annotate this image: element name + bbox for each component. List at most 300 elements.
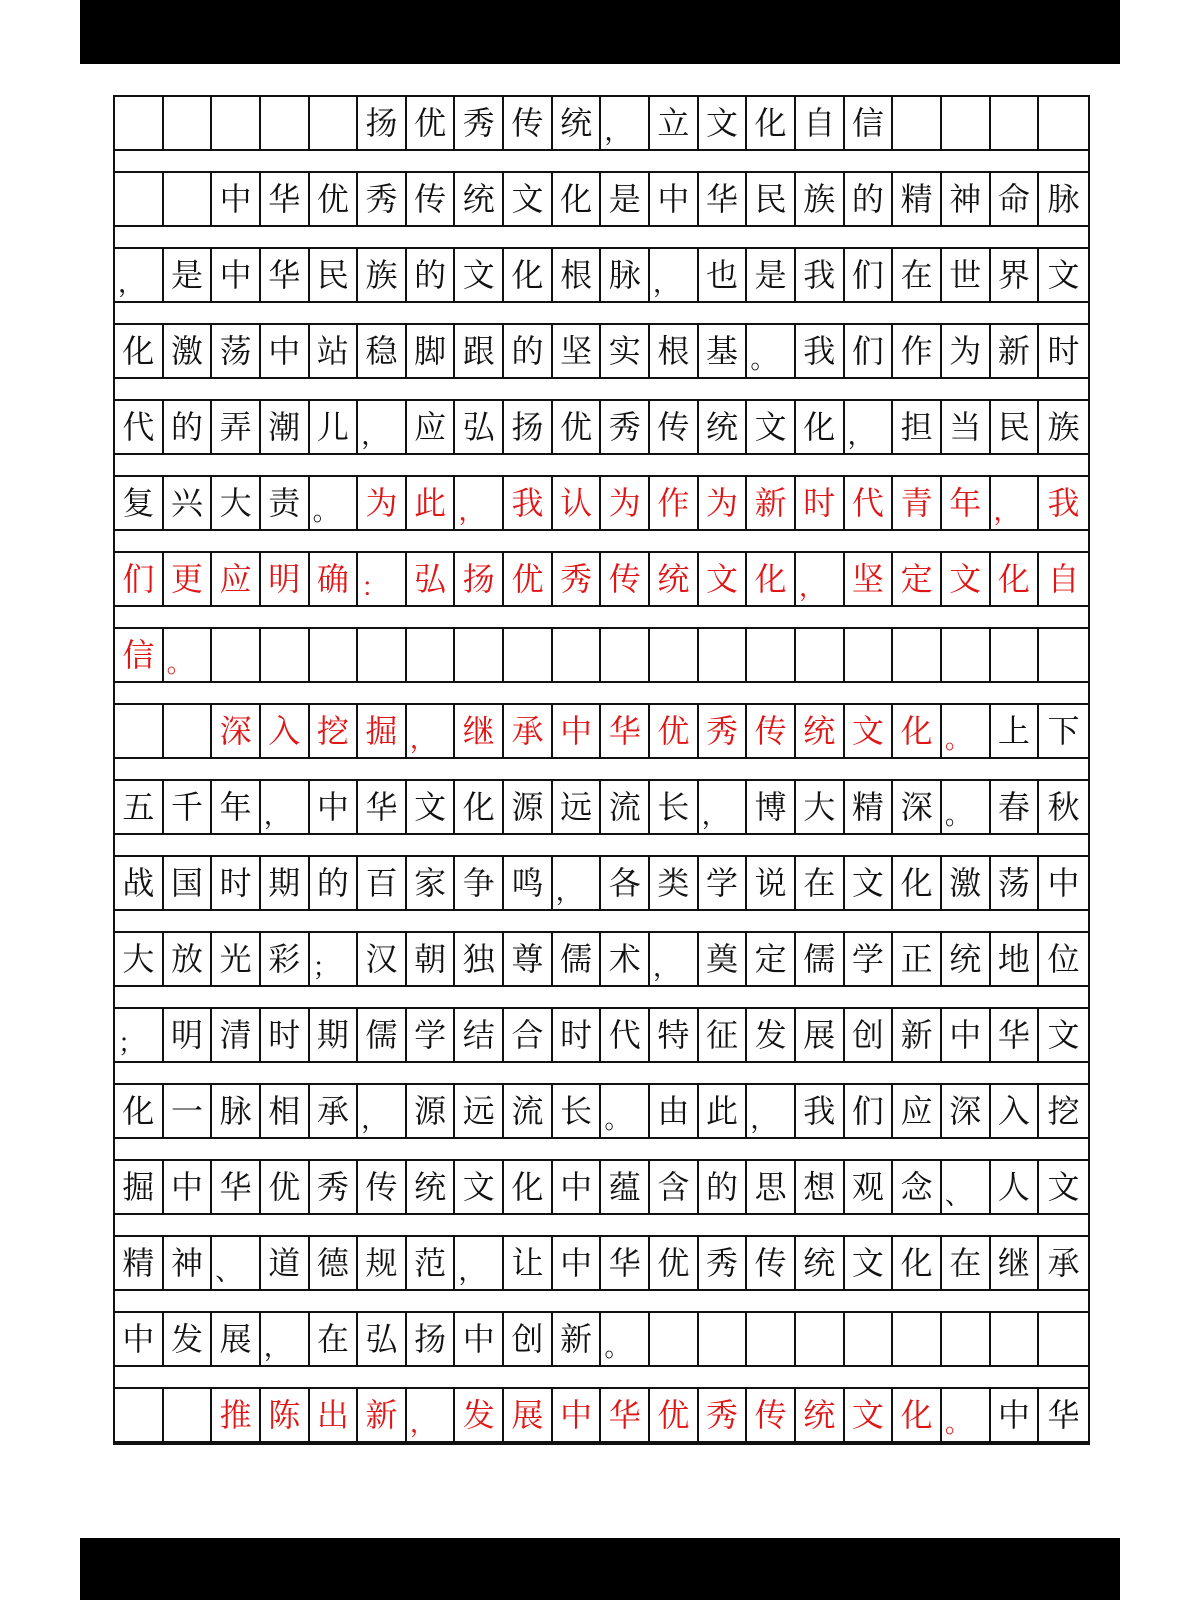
essay-char: 中 — [991, 1387, 1040, 1443]
essay-char: 传 — [747, 1235, 796, 1291]
empty-cell — [845, 1311, 894, 1367]
essay-char: 儒 — [358, 1007, 407, 1063]
essay-char: 弘 — [358, 1311, 407, 1367]
essay-char: 民 — [991, 399, 1040, 455]
essay-char: 世 — [942, 247, 991, 303]
essay-char: 放 — [164, 931, 213, 987]
essay-char: 尊 — [504, 931, 553, 987]
highlighted-char: 确 — [310, 551, 359, 607]
highlighted-char: 年 — [942, 475, 991, 531]
highlighted-char: 坚 — [845, 551, 894, 607]
essay-char: 让 — [504, 1235, 553, 1291]
empty-cell — [699, 1311, 748, 1367]
essay-char: 深 — [893, 779, 942, 835]
highlighted-char: 传 — [601, 551, 650, 607]
essay-char: 学 — [699, 855, 748, 911]
essay-char: 荡 — [212, 323, 261, 379]
essay-char: 流 — [504, 1083, 553, 1139]
essay-char: ， — [553, 855, 602, 911]
essay-char: 时 — [553, 1007, 602, 1063]
essay-char: 儒 — [796, 931, 845, 987]
title-char: 优 — [407, 95, 456, 151]
grid-row — [115, 399, 1088, 455]
title-char: 立 — [650, 95, 699, 151]
essay-char: 作 — [893, 323, 942, 379]
essay-char: 清 — [212, 1007, 261, 1063]
essay-char: 深 — [942, 1083, 991, 1139]
highlighted-char: 为 — [358, 475, 407, 531]
title-char: 化 — [747, 95, 796, 151]
essay-char: ； — [310, 931, 359, 987]
empty-cell — [650, 627, 699, 683]
essay-char: 神 — [164, 1235, 213, 1291]
essay-char: 长 — [553, 1083, 602, 1139]
empty-cell — [747, 627, 796, 683]
essay-char: 源 — [407, 1083, 456, 1139]
essay-char: 弘 — [455, 399, 504, 455]
essay-char: 。 — [747, 323, 796, 379]
empty-cell — [115, 703, 164, 759]
essay-char: 大 — [115, 931, 164, 987]
essay-char: 规 — [358, 1235, 407, 1291]
essay-char: 优 — [261, 1159, 310, 1215]
essay-char: 优 — [553, 399, 602, 455]
essay-char: 在 — [796, 855, 845, 911]
highlighted-char: 挖 — [310, 703, 359, 759]
highlighted-char: 秀 — [699, 703, 748, 759]
essay-char: 稳 — [358, 323, 407, 379]
empty-cell — [164, 171, 213, 227]
essay-char: 是 — [747, 247, 796, 303]
essay-char: 新 — [893, 1007, 942, 1063]
essay-char: 家 — [407, 855, 456, 911]
essay-char: 中 — [650, 171, 699, 227]
highlighted-char: 优 — [504, 551, 553, 607]
essay-char: 鸣 — [504, 855, 553, 911]
essay-char: 合 — [504, 1007, 553, 1063]
essay-char: 远 — [553, 779, 602, 835]
essay-char: 脚 — [407, 323, 456, 379]
essay-char: 想 — [796, 1159, 845, 1215]
essay-char: 秀 — [699, 1235, 748, 1291]
essay-char: 华 — [1039, 1387, 1088, 1443]
title-char: 自 — [796, 95, 845, 151]
highlighted-char: 秀 — [553, 551, 602, 607]
grid-row — [115, 627, 1088, 683]
essay-char: 博 — [747, 779, 796, 835]
essay-char: 定 — [747, 931, 796, 987]
highlighted-char: 深 — [212, 703, 261, 759]
essay-char: 挖 — [1039, 1083, 1088, 1139]
essay-char: 秀 — [601, 399, 650, 455]
essay-char: ， — [650, 931, 699, 987]
grid-row — [115, 703, 1088, 759]
grid-row — [115, 1083, 1088, 1139]
empty-cell — [164, 703, 213, 759]
essay-char: 由 — [650, 1083, 699, 1139]
highlighted-char: 承 — [504, 703, 553, 759]
essay-char: 明 — [164, 1007, 213, 1063]
empty-cell — [164, 1387, 213, 1443]
essay-char: 华 — [699, 171, 748, 227]
essay-char: 时 — [261, 1007, 310, 1063]
essay-char: 展 — [796, 1007, 845, 1063]
essay-char: 时 — [1039, 323, 1088, 379]
highlighted-char: 中 — [553, 703, 602, 759]
title-char: ， — [601, 95, 650, 151]
essay-char: 优 — [310, 171, 359, 227]
essay-char: 化 — [893, 855, 942, 911]
grid-row — [115, 1311, 1088, 1367]
essay-char: 是 — [164, 247, 213, 303]
essay-char: 责 — [261, 475, 310, 531]
essay-char: 文 — [1039, 247, 1088, 303]
essay-char: 根 — [553, 247, 602, 303]
essay-char: 新 — [553, 1311, 602, 1367]
essay-char: 传 — [358, 1159, 407, 1215]
highlighted-char: 展 — [504, 1387, 553, 1443]
empty-cell — [991, 95, 1040, 151]
essay-char: ， — [699, 779, 748, 835]
highlighted-char: 更 — [164, 551, 213, 607]
highlighted-char: 我 — [504, 475, 553, 531]
essay-char: 掘 — [115, 1159, 164, 1215]
essay-char: 期 — [310, 1007, 359, 1063]
empty-cell — [796, 1311, 845, 1367]
title-char: 扬 — [358, 95, 407, 151]
essay-char: 长 — [650, 779, 699, 835]
essay-char: 入 — [991, 1083, 1040, 1139]
essay-char: 上 — [991, 703, 1040, 759]
essay-char: 统 — [942, 931, 991, 987]
title-char: 文 — [699, 95, 748, 151]
essay-char: 化 — [504, 1159, 553, 1215]
highlighted-char: 作 — [650, 475, 699, 531]
essay-char: 。 — [942, 779, 991, 835]
essay-char: 传 — [650, 399, 699, 455]
empty-cell — [601, 627, 650, 683]
highlighted-char: 自 — [1039, 551, 1088, 607]
essay-char: 相 — [261, 1083, 310, 1139]
empty-cell — [1039, 95, 1088, 151]
highlighted-char: 新 — [358, 1387, 407, 1443]
essay-char: 朝 — [407, 931, 456, 987]
essay-char: 化 — [504, 247, 553, 303]
highlighted-char: 为 — [601, 475, 650, 531]
essay-char: 代 — [115, 399, 164, 455]
essay-char: 激 — [164, 323, 213, 379]
highlighted-char: 中 — [553, 1387, 602, 1443]
essay-char: 我 — [796, 1083, 845, 1139]
essay-char: 秀 — [310, 1159, 359, 1215]
highlighted-char: 华 — [601, 703, 650, 759]
essay-char: 位 — [1039, 931, 1088, 987]
essay-char: 精 — [893, 171, 942, 227]
essay-char: 彩 — [261, 931, 310, 987]
essay-char: 的 — [310, 855, 359, 911]
empty-cell — [504, 627, 553, 683]
essay-char: 创 — [845, 1007, 894, 1063]
essay-char: 文 — [407, 779, 456, 835]
essay-char: 文 — [504, 171, 553, 227]
essay-char: 展 — [212, 1311, 261, 1367]
essay-char: 我 — [796, 323, 845, 379]
essay-char: 们 — [845, 247, 894, 303]
empty-cell — [845, 627, 894, 683]
empty-cell — [1039, 1311, 1088, 1367]
essay-char: 正 — [893, 931, 942, 987]
essay-char: 化 — [553, 171, 602, 227]
essay-char: 代 — [601, 1007, 650, 1063]
highlighted-char: 入 — [261, 703, 310, 759]
essay-char: 德 — [310, 1235, 359, 1291]
essay-char: 承 — [310, 1083, 359, 1139]
empty-cell — [942, 1311, 991, 1367]
essay-char: 承 — [1039, 1235, 1088, 1291]
essay-char: 含 — [650, 1159, 699, 1215]
essay-char: 化 — [115, 1083, 164, 1139]
essay-char: 中 — [553, 1159, 602, 1215]
essay-char: 族 — [358, 247, 407, 303]
top-black-bar — [80, 0, 1120, 64]
highlighted-char: 文 — [942, 551, 991, 607]
highlighted-char: 信 — [115, 627, 164, 683]
empty-cell — [358, 627, 407, 683]
empty-cell — [164, 95, 213, 151]
highlighted-char: 传 — [747, 703, 796, 759]
essay-char: 华 — [601, 1235, 650, 1291]
essay-char: ， — [358, 1083, 407, 1139]
essay-char: 文 — [1039, 1159, 1088, 1215]
empty-cell — [212, 627, 261, 683]
empty-cell — [115, 171, 164, 227]
essay-char: 说 — [747, 855, 796, 911]
essay-char: 术 — [601, 931, 650, 987]
highlighted-char: 化 — [893, 703, 942, 759]
essay-char: 中 — [310, 779, 359, 835]
essay-char: ； — [115, 1007, 164, 1063]
essay-char: 征 — [699, 1007, 748, 1063]
essay-char: 百 — [358, 855, 407, 911]
essay-char: 特 — [650, 1007, 699, 1063]
highlighted-char: 扬 — [455, 551, 504, 607]
essay-char: 学 — [407, 1007, 456, 1063]
empty-cell — [796, 627, 845, 683]
highlighted-char: 。 — [942, 703, 991, 759]
essay-char: 、 — [212, 1235, 261, 1291]
title-row — [115, 95, 1088, 151]
highlighted-char: 定 — [893, 551, 942, 607]
essay-char: 统 — [796, 1235, 845, 1291]
essay-char: 华 — [358, 779, 407, 835]
essay-char: 精 — [115, 1235, 164, 1291]
essay-char: ， — [115, 247, 164, 303]
essay-char: 范 — [407, 1235, 456, 1291]
essay-char: 担 — [893, 399, 942, 455]
essay-char: 们 — [845, 1083, 894, 1139]
highlighted-char: 优 — [650, 703, 699, 759]
essay-char: 是 — [601, 171, 650, 227]
essay-char: 发 — [747, 1007, 796, 1063]
essay-char: 们 — [845, 323, 894, 379]
title-char: 传 — [504, 95, 553, 151]
grid-row — [115, 779, 1088, 835]
essay-char: 的 — [699, 1159, 748, 1215]
essay-char: 人 — [991, 1159, 1040, 1215]
essay-char: 复 — [115, 475, 164, 531]
highlighted-char: 发 — [455, 1387, 504, 1443]
highlighted-char: 秀 — [699, 1387, 748, 1443]
essay-char: 界 — [991, 247, 1040, 303]
essay-char: 中 — [553, 1235, 602, 1291]
essay-char: 儒 — [553, 931, 602, 987]
essay-char: ， — [845, 399, 894, 455]
highlighted-char: 化 — [747, 551, 796, 607]
essay-char: 地 — [991, 931, 1040, 987]
essay-char: 华 — [261, 247, 310, 303]
essay-char: 。 — [601, 1083, 650, 1139]
essay-char: 中 — [261, 323, 310, 379]
highlighted-char: 文 — [845, 703, 894, 759]
essay-char: 中 — [1039, 855, 1088, 911]
highlighted-char: 继 — [455, 703, 504, 759]
essay-char: 化 — [455, 779, 504, 835]
essay-char: 中 — [164, 1159, 213, 1215]
essay-char: 战 — [115, 855, 164, 911]
grid-row — [115, 855, 1088, 911]
essay-char: 奠 — [699, 931, 748, 987]
essay-char: 我 — [796, 247, 845, 303]
essay-char: 应 — [407, 399, 456, 455]
highlighted-char: 出 — [310, 1387, 359, 1443]
highlighted-char: 掘 — [358, 703, 407, 759]
title-char: 统 — [553, 95, 602, 151]
essay-char: 中 — [212, 171, 261, 227]
empty-cell — [893, 95, 942, 151]
highlighted-char: 传 — [747, 1387, 796, 1443]
essay-char: 民 — [747, 171, 796, 227]
highlighted-char: 应 — [212, 551, 261, 607]
highlighted-char: 统 — [650, 551, 699, 607]
essay-char: 基 — [699, 323, 748, 379]
essay-char: 荡 — [991, 855, 1040, 911]
highlighted-char: 陈 — [261, 1387, 310, 1443]
essay-char: 年 — [212, 779, 261, 835]
grid-row — [115, 1007, 1088, 1063]
highlighted-char: 为 — [699, 475, 748, 531]
essay-char: 创 — [504, 1311, 553, 1367]
grid-row — [115, 171, 1088, 227]
essay-char: ， — [747, 1083, 796, 1139]
empty-cell — [893, 627, 942, 683]
essay-char: 站 — [310, 323, 359, 379]
grid-row — [115, 247, 1088, 303]
essay-char: 跟 — [455, 323, 504, 379]
essay-char: 道 — [261, 1235, 310, 1291]
grid-row — [115, 1159, 1088, 1215]
highlighted-char: 推 — [212, 1387, 261, 1443]
highlighted-char: 统 — [796, 703, 845, 759]
essay-char: 文 — [455, 1159, 504, 1215]
essay-char: 神 — [942, 171, 991, 227]
empty-cell — [991, 1311, 1040, 1367]
essay-char: 脉 — [212, 1083, 261, 1139]
essay-char: 观 — [845, 1159, 894, 1215]
essay-char: 五 — [115, 779, 164, 835]
essay-char: 化 — [115, 323, 164, 379]
essay-char: 华 — [261, 171, 310, 227]
essay-char: 独 — [455, 931, 504, 987]
highlighted-char: 优 — [650, 1387, 699, 1443]
empty-cell — [115, 1387, 164, 1443]
essay-char: 发 — [164, 1311, 213, 1367]
essay-char: 光 — [212, 931, 261, 987]
empty-cell — [699, 627, 748, 683]
essay-char: 秋 — [1039, 779, 1088, 835]
essay-char: ， — [358, 399, 407, 455]
empty-cell — [1039, 627, 1088, 683]
highlighted-char: 明 — [261, 551, 310, 607]
essay-char: 。 — [601, 1311, 650, 1367]
highlighted-char: 统 — [796, 1387, 845, 1443]
empty-cell — [310, 95, 359, 151]
essay-char: ， — [261, 1311, 310, 1367]
highlighted-char: ， — [991, 475, 1040, 531]
highlighted-char: 认 — [553, 475, 602, 531]
essay-char: 汉 — [358, 931, 407, 987]
empty-cell — [991, 627, 1040, 683]
essay-char: 念 — [893, 1159, 942, 1215]
essay-char: 学 — [845, 931, 894, 987]
essay-char: 扬 — [407, 1311, 456, 1367]
essay-char: 千 — [164, 779, 213, 835]
grid-row — [115, 323, 1088, 379]
highlighted-char: 文 — [845, 1387, 894, 1443]
essay-char: 下 — [1039, 703, 1088, 759]
essay-char: 中 — [212, 247, 261, 303]
empty-cell — [893, 1311, 942, 1367]
essay-char: 传 — [407, 171, 456, 227]
essay-char: 坚 — [553, 323, 602, 379]
essay-char: 化 — [893, 1235, 942, 1291]
essay-char: 弄 — [212, 399, 261, 455]
highlighted-char: 华 — [601, 1387, 650, 1443]
essay-char: 。 — [310, 475, 359, 531]
essay-char: 统 — [407, 1159, 456, 1215]
essay-char: 为 — [942, 323, 991, 379]
highlighted-char: 我 — [1039, 475, 1088, 531]
title-char: 信 — [845, 95, 894, 151]
essay-char: 期 — [261, 855, 310, 911]
essay-char: 、 — [942, 1159, 991, 1215]
highlighted-char: 青 — [893, 475, 942, 531]
highlighted-char: 。 — [164, 627, 213, 683]
grid-row — [115, 931, 1088, 987]
essay-char: 春 — [991, 779, 1040, 835]
essay-char: 中 — [455, 1311, 504, 1367]
essay-char: 应 — [893, 1083, 942, 1139]
grid-row — [115, 1387, 1088, 1443]
essay-char: 继 — [991, 1235, 1040, 1291]
composition-grid-paper — [113, 95, 1090, 1445]
essay-char: 潮 — [261, 399, 310, 455]
empty-cell — [261, 627, 310, 683]
grid-row — [115, 1235, 1088, 1291]
essay-char: 的 — [845, 171, 894, 227]
highlighted-char: 化 — [991, 551, 1040, 607]
bottom-black-bar — [80, 1538, 1120, 1600]
essay-char: 各 — [601, 855, 650, 911]
